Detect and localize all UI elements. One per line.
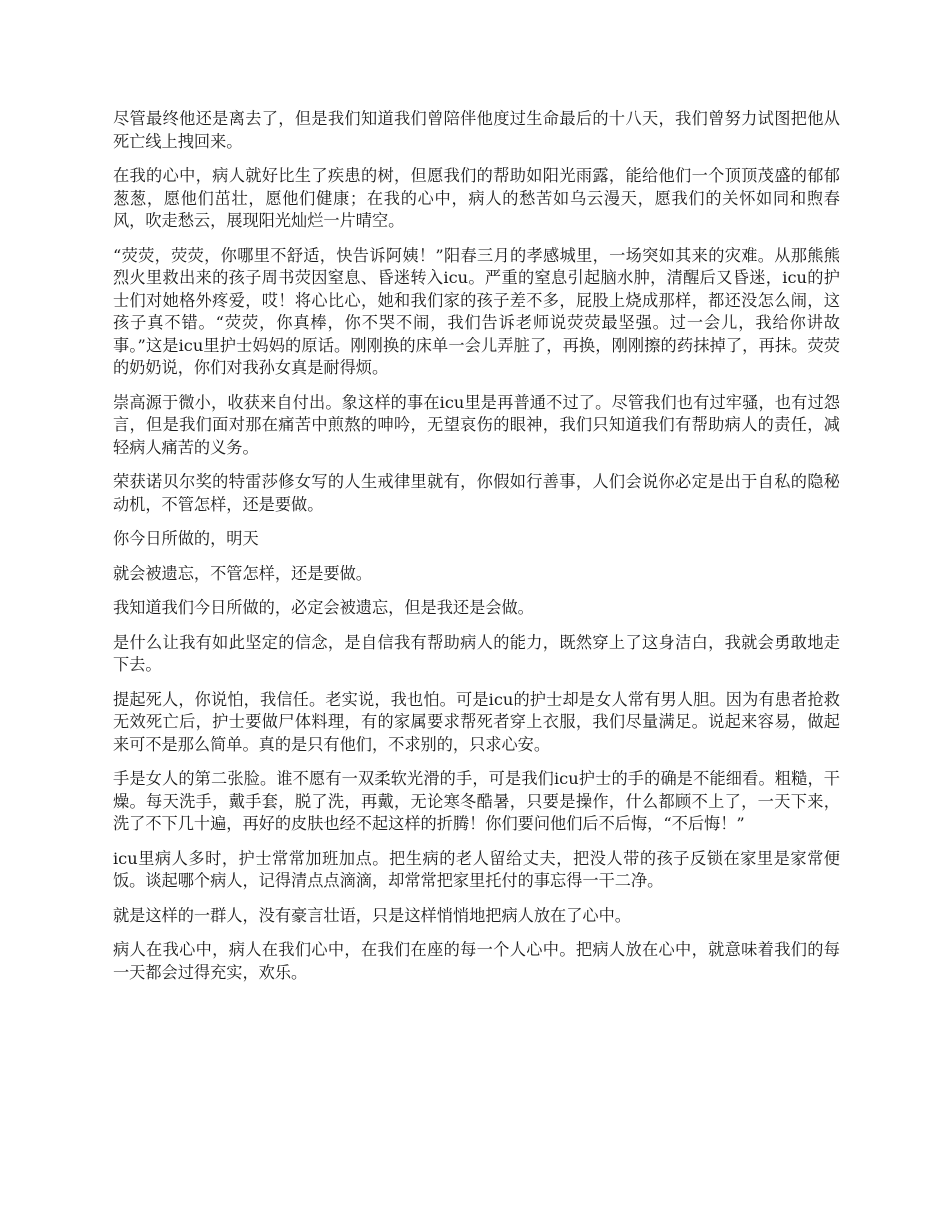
paragraph: icu里病人多时，护士常常加班加点。把生病的老人留给丈夫，把没人带的孩子反锁在家里是家常便饭。谈起哪个病人，记得清点点滴滴，却常常把家里托付的事忘得一干二净。 <box>113 848 840 890</box>
paragraph: 手是女人的第二张脸。谁不愿有一双柔软光滑的手，可是我们icu护士的手的确是不能细看。粗糙，干燥。每天洗手，戴手套，脱了洗，再戴，无论寒冬酷暑，只要是操作，什么都顾不上了，一天下来，洗了不下几十遍，再好的皮肤也经不起这样的折腾！你们要问他们后不后悔，“不后悔！” <box>113 769 840 833</box>
paragraph: 提起死人，你说怕，我信任。老实说，我也怕。可是icu的护士却是女人常有男人胆。因为有患者抢救无效死亡后，护士要做尸体料理，有的家属要求帮死者穿上衣服，我们尽量满足。说起来容易，做起来可不是那么简单。真的是只有他们，不求别的，只求心安。 <box>113 689 840 754</box>
paragraph: 尽管最终他还是离去了，但是我们知道我们曾陪伴他度过生命最后的十八天，我们曾努力试图把他从死亡线上拽回来。 <box>113 109 840 151</box>
paragraph: 就是这样的一群人，没有豪言壮语，只是这样悄悄地把病人放在了心中。 <box>113 905 631 925</box>
paragraph: 在我的心中，病人就好比生了疾患的树，但愿我们的帮助如阳光雨露，能给他们一个顶顶茂盛的郁郁葱葱，愿他们茁壮，愿他们健康；在我的心中，病人的愁苦如乌云漫天，愿我们的关怀如同和煦春风，吹走愁云，展现阳光灿烂一片晴空。 <box>113 166 840 230</box>
paragraph: 我知道我们今日所做的，必定会被遗忘，但是我还是会做。 <box>113 598 534 617</box>
paragraph: 就会被遗忘，不管怎样，还是要做。 <box>113 563 372 583</box>
paragraph: “荧荧，荧荧，你哪里不舒适，快告诉阿姨！”阳春三月的孝感城里，一场突如其来的灾难。从那熊熊烈火里救出来的孩子周书荧因窒息、昏迷转入icu。严重的窒息引起脑水肿，清醒后又昏迷，icu的护士们对她格外疼爱，哎！将心比心，她和我们家的孩子差不多，屁股上烧成那样，都还没怎么闹，这孩子真不错。“荧荧，你真棒，你不哭不闹，我们告诉老师说荧荧最坚强。过一会儿，我给你讲故事。”这是icu里护士妈妈的原话。刚刚换的床单一会儿弄脏了，再换，刚刚擦的药抹掉了，再抹。荧荧的奶奶说，你们对我孙女真是耐得烦。 <box>113 245 840 377</box>
document-body <box>113 108 840 996</box>
paragraph: 你今日所做的，明天 <box>113 529 259 548</box>
paragraph: 荣获诺贝尔奖的特雷莎修女写的人生戒律里就有，你假如行善事，人们会说你必定是出于自私的隐秘动机，不管怎样，还是要做。 <box>113 472 840 514</box>
paragraph: 是什么让我有如此坚定的信念，是自信我有帮助病人的能力，既然穿上了这身洁白，我就会勇敢地走下去。 <box>113 632 840 674</box>
paragraph: 崇高源于微小，收获来自付出。象这样的事在icu里是再普通不过了。尽管我们也有过牢骚，也有过怨言，但是我们面对那在痛苦中煎熬的呻吟，无望哀伤的眼神，我们只知道我们有帮助病人的责任，减轻病人痛苦的义务。 <box>113 392 840 457</box>
paragraph: 病人在我心中，病人在我们心中，在我们在座的每一个人心中。把病人放在心中，就意味着我们的每一天都会过得充实，欢乐。 <box>113 940 840 982</box>
